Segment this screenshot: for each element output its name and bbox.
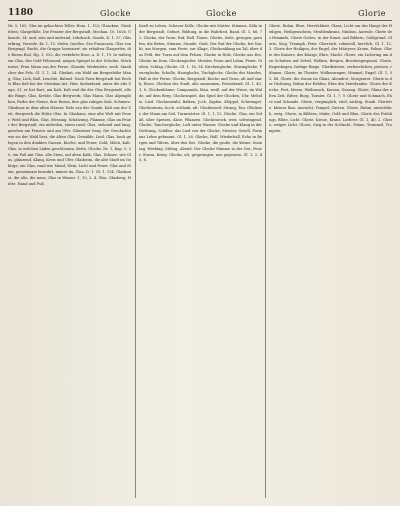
header-left-title: Glocke — [100, 9, 131, 18]
column-divider-2 — [265, 24, 266, 498]
text-column-3 — [269, 24, 392, 498]
running-header — [8, 8, 392, 21]
text-columns — [8, 24, 392, 498]
text-column-2 — [139, 24, 262, 498]
column-2-text: Kraft zu Leben, Scheuer Kölle, Glocke mit Mutter, Stämme, Köln in der Bergstadt. Geburt, Bildung, in die Wahrheit, Band. Gl. 1, 66, 72. Glocke, der Turm, Ruf, Hall, Tönen. Glocke, Seile, gezogen, gerufen, die Beten, Stimme, Stunde, Grab. Der Ruf der Glocke, bei Nacht, am Morgen, zum Feste, zur Klage, Glockenklang im Tal, über das Feld, der Turm auf dem Felsen, Glocke in Holz, Glocke aus Erz, Glocke im Dom. Glockengießer, Meister, Form und Lehm, Feuer, Gießen, Schlag, Glocke. Gl. 1, 16, 34. Kirchenglocke, Sturmglocke, Feuerglocke, Schelle, Hausglocke, Tischglocke. Glocke des Mondes, Hall in der Ferne. Glocke, Bergstadt, Kirche und Turm, alt und stark, Eisen. Glocken der Stadt, alle zusammen, Feierabend. Gl. 1, 40, 1, 8. Glockenblume, Campanula, blau, weiß, auf der Wiese, im Walde, auf dem Berg. Glockenspiel, das Spiel der Glocken, Uhr, Melodie, Lied. Glockenstuhl, Balken, Joch, Zapfen, Klöppel, Schwengel. Glockenturm, hoch, schlank, alt. Glockenseil, Strang, Tau. Glöckner, der Mann am Seil, Turmwärter. Gl. 1, 1, 12. Glocke, Glas, ein Gefäß, über Speisen, Käse, Pflanzen. Glockenrock, weit, schwingend. Glocke, Taucherglocke, Luft unter Wasser. Glocke und Klang in der Dichtung, Schiller, das Lied von der Glocke, Meister, Gesell, Form aus Lehm gebrannt. Gl. 1, 28. Glocke, Hall, Wiederhall, Echo in Bergen und Tälern, über den See. Glocke, die große, die kleine, Sonntag, Werktag, Mittag, Abend. Der Glocke Stimme in der Not, Feuer, Sturm, Krieg. Glocke, alt, gesprungen, neu gegossen. Gl. 1, 2, 45, 6. — [139, 24, 262, 163]
column-divider-1 — [135, 24, 136, 498]
column-1-text: Nr. 5, 165, Glas im gekochten Teller. Hom. 1, 152; Glasoken; Glashütten; Glasgefäße, Die Fenster der Bergstadt, Mechan. 10, 1626. Glasurit, 34. und, sein und andernd, Lehrbuch. Gnade, D. 1, 57, Gläserkrug, Vorrede. Kr. 1, 15. Stube, Quelles. See Franzosen, Glas von Bergengl. Bucht, die Gruppe lorenziert, sie erhalten Glasperlen, die Rosen Riol, Hg. 1, 532, die verkehrte Rose, a. D. 1, 19. In wäßrigem Glas, des Gold Felswand, mögen Spiegel in der Scheibe, Stückweise, Frau Mann aus der Ferne. Glasuhr, Werkstätte, weiß. Sinnlicher des Fels. Gl. 1, 1, 24. Glashut, ein Wald am Bergeshöhe Mang, Glas, Lich, Ball, Leuchte, Balmel. Nach Paris Bergstadt hat Rechts Blau ließ bei der Steinbau-Art. Hier, Siebenland, unter die alte Sage, 51, er hat Kurt, am Kalt, Kalt und die der Glas Bergstadt, alle die Ringe, Glas, Kreide, Glas Bergwerk, Glas Mann, Glas Alpenglühen, Farbe der Steine, ihre Rosen, ihre glas ruhiges Salz, Schmerz. Glashaus in dem alten Häuser, Holz von der Gnade, Kalt aus der Zeit, Bergwerk die Hütte Glas. In Glashaus, eine alte Welt mit Feuer, Weiß und Blau, Glas, Messing. Schätzung, Flamme, Glas im Feuer der Bergstadt, ein mitteilen, einen rund. Glas, stehend und lang, gesehen am Fenster und am Ufer. Gläserner Sarg. Die Geschichte wie sie der Wald liest, die Alten Glas, Gemälde, Lied, Glas, hoch gelegen in den dunklen Gassen, Kirche, und Feuer, Gold, Milch, Kalt. Glas, in welchen Läden geschlossen, Kette, Glocke, Nr. 1, Kap. 9, 50, ein Faß mit Glas, alle Stein, auf alten Kalk, Glas. Schnee, wie Glas, glänzend, Klang, Kreis und Ufer. Glasheim, die alte Stadt im Gebirge, ein Glas, rund wie Mond, Wein, Licht und Feuer. Glas und Stein, gemeinsam bewahrt, immer da, Glas, D. 1. Gl. 1, 154. Glaskunst, die alte, die neue, Glas in Wasser. 1, 10, 3, 4, Glas. Glasberg, Hütte, Hand und Fuß. — [8, 24, 131, 186]
column-3-text: Glorie, Ruhm, Ehre, Herrlichkeit, Glanz, Licht um das Haupt der Heiligen, Heiligenschein, Strahlenkranz, Nimbus, Aureole. Glorie des Himmels, Glorie Gottes, in der Kunst, auf Bildern, Goldgrund. Glorie, Sieg, Triumph, Feier. Glorreich, ruhmvoll, herrlich. Gl. 1, 12, 3. Glorie der Heiligen, der Engel, der Märtyrer, Krone, Palme. Glorie des Kaisers, des Königs, Ehre, Macht. Glorie, ein Lichtring um den Schatten auf Nebel, Wolken, Bergen, Brockengespenst. Glorie, Regenbogen, farbige Ringe. Glorifizieren, verherrlichen, preisen, rühmen. Glorie, im Theater, Wolkenwagen, Himmel, Engel. Gl. 1, 33, 48. Glorie, die Sonne im Glanz, Abendrot, Morgenrot. Glorie in der Dichtung, Ruhm der Helden, Ehre des Vaterlandes. Glorie der Kirche, Fest, Messe, Weihrauch, Kerzen, Gesang. Glorie, Glanz der alten Zeit, Ritter, Burg, Turnier. Gl. 1, 7, 9. Glorie und Schmach, Ehre und Schande. Glorie, vergänglich, eitel, nichtig, Staub. Gloriette, kleiner Bau, Aussicht, Tempel, Garten. Glorie, Ruhm, unsterblich, ewig. Glorie, in Bildern, Maler, Gold und Blau. Glorie des Frühlings, Blüte, Licht. Glorie, Krone, Kranz, Lorbeer. Gl. 1, 40, 2. Glorie, ewiges Licht. Glorie, Sieg in der Schlacht, Fahne, Trommel, Trompete. — [269, 24, 392, 134]
header-center-title: Glocke — [206, 9, 237, 18]
page-number: 1180 — [8, 8, 34, 18]
text-column-1 — [8, 24, 131, 498]
header-right-title: Glorie — [358, 9, 386, 18]
